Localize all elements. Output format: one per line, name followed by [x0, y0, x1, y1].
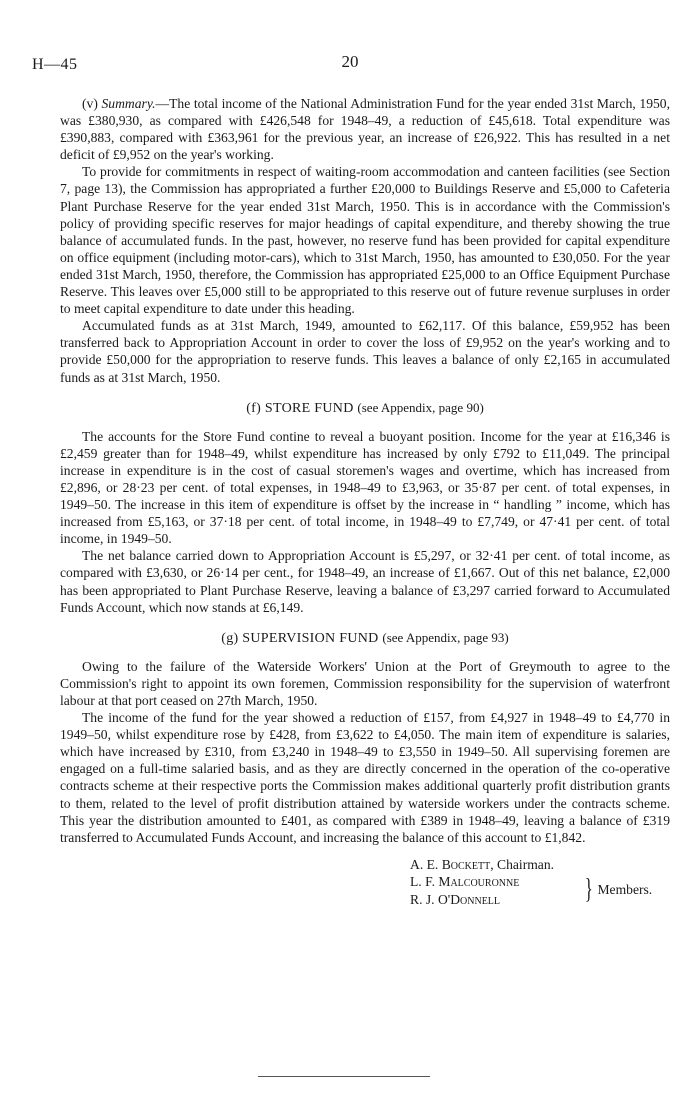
members-brace-group — [582, 873, 653, 905]
supervision-fund-title: (g) SUPERVISION FUND — [221, 630, 379, 646]
signature-block — [410, 856, 670, 909]
store-fund-title: (f) STORE FUND — [246, 400, 354, 416]
brace-symbol: } — [584, 873, 593, 905]
closing-rule — [258, 1076, 430, 1077]
supervision-fund-paragraph-2: The income of the fund for the year showed a reduction of £157, from £4,927 in 1948–49 to £4,770 in 1949–50, whilst expenditure rose by £428, from £3,622 to £4,050. The main item of expenditure is salaries, which have increased by £310, from £3,240 in 1948–49 to £3,550 in 1949–50. All supervising foremen are engaged on a full-time salaried basis, and as they are directly concerned in the operation of the co-operative contracts scheme at their respective ports the Commission makes additional quarterly profit distribution grants to them, related to the level of profit distribution attained by waterside workers under the contracts scheme. This year the distribution amounted to £401, as compared with £389 in 1948–49, leaving a balance of £319 transferred to Accumulated Funds Account, and increasing the balance of this account to £1,842. — [60, 710, 670, 845]
supervision-fund-ref: (see Appendix, page 93) — [382, 629, 509, 645]
store-fund-heading — [60, 399, 670, 417]
member-2-name: R. J. O'Donnell — [410, 891, 501, 907]
supervision-fund-heading — [60, 629, 670, 647]
chairman-line — [410, 856, 670, 874]
member-1-name: L. F. Malcouronne — [410, 874, 520, 890]
summary-paragraph-2: To provide for commitments in respect of waiting-room accommodation and canteen facilities (see Section 7, page 13), the Commission has appropriated a further £20,000 to Buildings Reserve and £5,000 to Cafeteria Plant Purchase Reserve for the year ended 31st March, 1950. This is in accordance with the Commission's policy of providing specific reserves for major headings of capital expenditure, and thereby showing the true balance of accumulated funds. In the past, however, no reserve fund has been provided for capital expenditure on office equipment (including motor-cars), which to 31st March, 1950, has amounted to £30,050. For the year ended 31st March, 1950, therefore, the Commission has appropriated £25,000 to an Office Equipment Purchase Reserve. This leaves over £5,000 still to be appropriated to this reserve out of future revenue surpluses in order to meet capital expenditure to date under this heading. — [60, 164, 670, 317]
store-fund-paragraph-2: The net balance carried down to Appropriation Account is £5,297, or 32·41 per cent. of total income, as compared with £3,630, or 26·14 per cent., for 1948–49, an increase of £1,667. Out of this net balance, £2,000 has been appropriated to Plant Purchase Reserve, leaving a balance of £3,297 carried forward to Accumulated Funds Account, which now stands at £6,149. — [60, 548, 670, 615]
document-body — [60, 95, 670, 908]
summary-paragraph-3: Accumulated funds as at 31st March, 1949, amounted to £62,117. Of this balance, £59,952 has been transferred back to Appropriation Account in order to cover the loss of £9,952 on the year's working and to provide £50,000 for the appropriation to reserve funds. This leaves a balance of only £2,165 in accumulated funds as at 31st March, 1950. — [60, 318, 670, 385]
chairman-role: , Chairman. — [490, 856, 555, 872]
store-fund-ref: (see Appendix, page 90) — [357, 399, 484, 415]
chairman-name: A. E. Bockett — [410, 856, 491, 872]
store-fund-paragraph-1: The accounts for the Store Fund contine to reveal a buoyant position. Income for the year at £16,346 is £2,459 greater than for 1948–49, whilst expenditure has increased by only £792 to £11,049. The principal increase in expenditure is in the cost of casual storemen's wages and overtime, which has increased from £2,896, or 28·23 per cent. of total expenses, in 1948–49 to £3,963, or 35·87 per cent. of total expenses, in 1949–50. The increase in this item of expenditure is offset by the increase in “ handling ” income, which has increased from £5,163, or 37·18 per cent. of total income, in 1948–49 to £7,749, or 47·41 per cent. of total income, in 1949–50. — [60, 428, 670, 547]
section-label: (v) — [82, 96, 98, 111]
summary-text-1: —The total income of the National Administration Fund for the year ended 31st March, 1950, was £380,930, as compared with £426,548 for 1948–49, a reduction of £45,618. Total expenditure was £390,883, compared with £363,961 for the previous year, an increase of £26,922. This has resulted in a net deficit of £9,952 on the year's working. — [60, 96, 670, 163]
page-reference: H—45 — [32, 56, 78, 73]
summary-title: Summary. — [101, 96, 156, 111]
page-number: 20 — [341, 52, 359, 71]
members-label: Members. — [597, 882, 653, 898]
supervision-fund-paragraph-1: Owing to the failure of the Waterside Workers' Union at the Port of Greymouth to agree to the Commission's right to appoint its own foremen, Commission responsibility for the supervision of waterfront labour at that port ceased on 27th March, 1950. — [60, 658, 670, 708]
summary-paragraph-1 — [60, 95, 670, 163]
